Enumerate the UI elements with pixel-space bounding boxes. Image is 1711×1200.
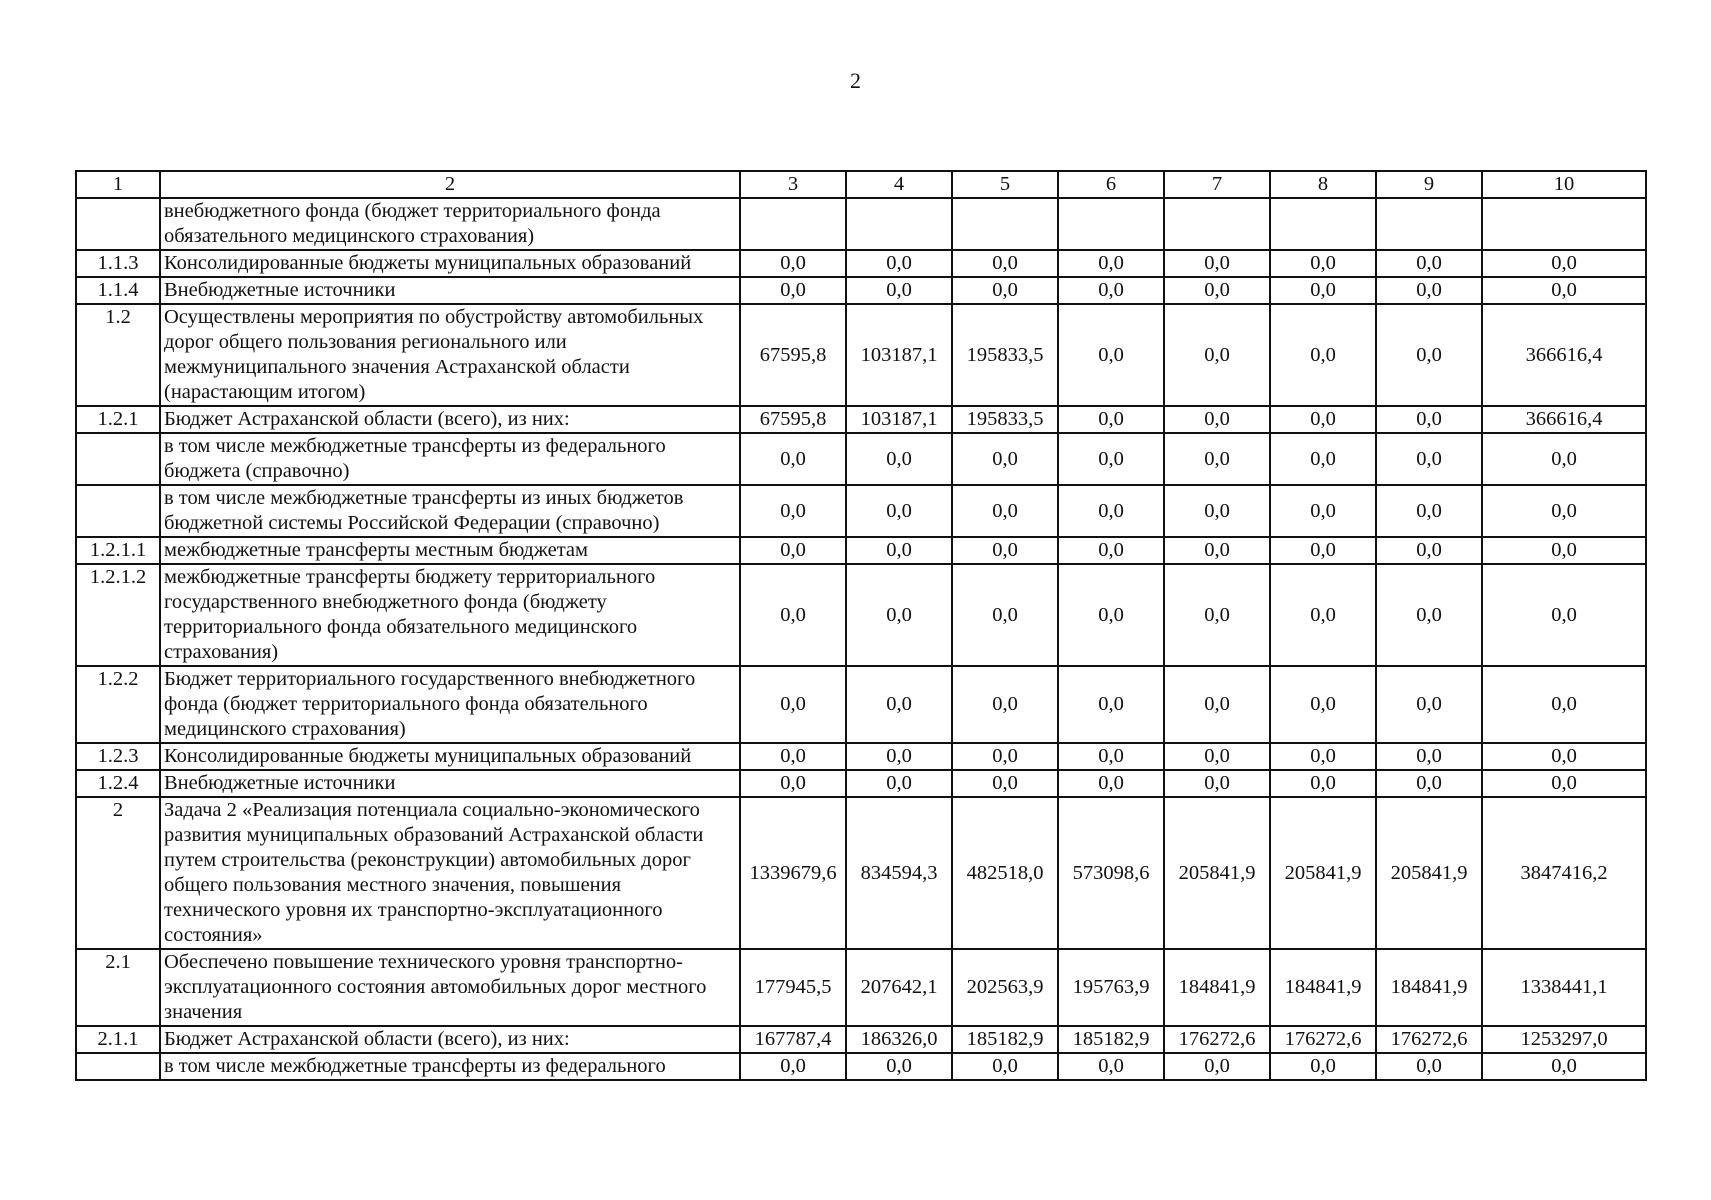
value-cell: 0,0 [740, 250, 846, 277]
value-cell: 0,0 [1164, 770, 1270, 797]
value-cell: 0,0 [1058, 743, 1164, 770]
value-cell: 0,0 [1376, 666, 1482, 743]
column-header: 4 [846, 171, 952, 198]
row-description: Задача 2 «Реализация потенциала социально-экономического развития муниципальных образований Астраханской области путем строительства (реконструкции) автомобильных дорог общего пользования местного значения, повышения технического уровня их транспортно-эксплуатационного состояния» [160, 797, 740, 949]
value-cell: 184841,9 [1376, 949, 1482, 1026]
value-cell [846, 198, 952, 250]
budget-table-container [75, 170, 1645, 1081]
column-header: 9 [1376, 171, 1482, 198]
row-number [76, 433, 160, 485]
value-cell: 0,0 [846, 770, 952, 797]
value-cell: 0,0 [846, 537, 952, 564]
row-number: 1.2.4 [76, 770, 160, 797]
value-cell: 0,0 [1164, 564, 1270, 666]
value-cell: 67595,8 [740, 406, 846, 433]
value-cell: 0,0 [952, 1053, 1058, 1080]
value-cell: 0,0 [1270, 666, 1376, 743]
column-number-row [76, 171, 1646, 198]
value-cell: 0,0 [1482, 433, 1646, 485]
value-cell: 0,0 [1482, 564, 1646, 666]
row-number [76, 485, 160, 537]
row-number: 1.2.1.2 [76, 564, 160, 666]
value-cell: 0,0 [952, 250, 1058, 277]
value-cell [740, 198, 846, 250]
table-row [76, 277, 1646, 304]
value-cell: 0,0 [1376, 304, 1482, 406]
value-cell: 0,0 [1482, 250, 1646, 277]
column-header: 5 [952, 171, 1058, 198]
value-cell: 67595,8 [740, 304, 846, 406]
table-row [76, 949, 1646, 1026]
value-cell: 0,0 [740, 666, 846, 743]
value-cell: 176272,6 [1164, 1026, 1270, 1053]
value-cell: 202563,9 [952, 949, 1058, 1026]
row-description: внебюджетного фонда (бюджет территориального фонда обязательного медицинского страхования) [160, 198, 740, 250]
row-description: Бюджет территориального государственного внебюджетного фонда (бюджет территориального фонда обязательного медицинского страхования) [160, 666, 740, 743]
value-cell: 0,0 [1270, 304, 1376, 406]
value-cell: 0,0 [1058, 433, 1164, 485]
value-cell: 184841,9 [1164, 949, 1270, 1026]
value-cell: 0,0 [1482, 770, 1646, 797]
row-number: 2 [76, 797, 160, 949]
value-cell: 0,0 [1270, 743, 1376, 770]
row-description: Бюджет Астраханской области (всего), из них: [160, 1026, 740, 1053]
row-description: межбюджетные трансферты бюджету территориального государственного внебюджетного фонда (бюджету территориального фонда обязательного медицинского страхования) [160, 564, 740, 666]
value-cell: 0,0 [952, 666, 1058, 743]
row-number: 2.1 [76, 949, 160, 1026]
value-cell: 185182,9 [1058, 1026, 1164, 1053]
row-description: Бюджет Астраханской области (всего), из них: [160, 406, 740, 433]
value-cell: 176272,6 [1376, 1026, 1482, 1053]
row-number: 2.1.1 [76, 1026, 160, 1053]
row-number [76, 1053, 160, 1080]
value-cell: 0,0 [846, 433, 952, 485]
value-cell: 184841,9 [1270, 949, 1376, 1026]
value-cell: 0,0 [1270, 770, 1376, 797]
row-number: 1.2 [76, 304, 160, 406]
column-header: 10 [1482, 171, 1646, 198]
value-cell: 0,0 [952, 770, 1058, 797]
value-cell: 0,0 [1482, 537, 1646, 564]
table-row [76, 666, 1646, 743]
value-cell: 0,0 [952, 433, 1058, 485]
table-row [76, 797, 1646, 949]
value-cell: 0,0 [1482, 1053, 1646, 1080]
table-row [76, 406, 1646, 433]
row-number: 1.2.1.1 [76, 537, 160, 564]
value-cell: 205841,9 [1164, 797, 1270, 949]
value-cell [1482, 198, 1646, 250]
value-cell: 0,0 [1376, 433, 1482, 485]
column-header: 6 [1058, 171, 1164, 198]
value-cell: 185182,9 [952, 1026, 1058, 1053]
column-header: 7 [1164, 171, 1270, 198]
row-description: Внебюджетные источники [160, 770, 740, 797]
value-cell: 0,0 [1482, 277, 1646, 304]
value-cell: 0,0 [1058, 277, 1164, 304]
table-row [76, 564, 1646, 666]
value-cell: 0,0 [1058, 666, 1164, 743]
row-description: в том числе межбюджетные трансферты из федерального бюджета (справочно) [160, 433, 740, 485]
row-number [76, 198, 160, 250]
value-cell: 0,0 [1058, 250, 1164, 277]
table-row [76, 537, 1646, 564]
value-cell: 1338441,1 [1482, 949, 1646, 1026]
value-cell: 103187,1 [846, 406, 952, 433]
value-cell: 0,0 [1270, 485, 1376, 537]
value-cell: 0,0 [1270, 250, 1376, 277]
value-cell: 0,0 [740, 485, 846, 537]
value-cell: 573098,6 [1058, 797, 1164, 949]
value-cell [952, 198, 1058, 250]
row-number: 1.2.2 [76, 666, 160, 743]
value-cell: 177945,5 [740, 949, 846, 1026]
value-cell [1164, 198, 1270, 250]
value-cell: 0,0 [740, 564, 846, 666]
value-cell: 0,0 [1482, 485, 1646, 537]
row-description: Осуществлены мероприятия по обустройству автомобильных дорог общего пользования регионального или межмуниципального значения Астраханской области (нарастающим итогом) [160, 304, 740, 406]
value-cell: 103187,1 [846, 304, 952, 406]
value-cell: 195833,5 [952, 304, 1058, 406]
value-cell: 0,0 [846, 743, 952, 770]
value-cell: 0,0 [740, 1053, 846, 1080]
value-cell: 0,0 [1270, 406, 1376, 433]
value-cell: 0,0 [846, 485, 952, 537]
value-cell: 366616,4 [1482, 304, 1646, 406]
row-description: Обеспечено повышение технического уровня транспортно-эксплуатационного состояния автомобильных дорог местного значения [160, 949, 740, 1026]
column-header: 1 [76, 171, 160, 198]
table-row [76, 1053, 1646, 1080]
value-cell: 0,0 [846, 250, 952, 277]
value-cell: 0,0 [952, 485, 1058, 537]
value-cell: 195833,5 [952, 406, 1058, 433]
page-number: 2 [850, 68, 861, 93]
value-cell: 0,0 [1164, 277, 1270, 304]
value-cell: 0,0 [1376, 770, 1482, 797]
value-cell: 195763,9 [1058, 949, 1164, 1026]
value-cell: 1253297,0 [1482, 1026, 1646, 1053]
value-cell: 0,0 [1376, 250, 1482, 277]
value-cell: 0,0 [1164, 485, 1270, 537]
value-cell: 482518,0 [952, 797, 1058, 949]
value-cell: 0,0 [1164, 1053, 1270, 1080]
value-cell: 0,0 [1270, 433, 1376, 485]
table-row [76, 304, 1646, 406]
value-cell: 0,0 [952, 564, 1058, 666]
value-cell: 207642,1 [846, 949, 952, 1026]
table-row [76, 485, 1646, 537]
value-cell: 176272,6 [1270, 1026, 1376, 1053]
table-row [76, 770, 1646, 797]
row-description: Консолидированные бюджеты муниципальных образований [160, 743, 740, 770]
value-cell: 0,0 [952, 277, 1058, 304]
value-cell: 0,0 [1164, 537, 1270, 564]
value-cell: 186326,0 [846, 1026, 952, 1053]
value-cell: 0,0 [1164, 406, 1270, 433]
row-description: Внебюджетные источники [160, 277, 740, 304]
value-cell: 0,0 [1482, 743, 1646, 770]
value-cell: 0,0 [1058, 406, 1164, 433]
value-cell: 0,0 [1376, 743, 1482, 770]
row-number: 1.1.3 [76, 250, 160, 277]
value-cell: 0,0 [1270, 277, 1376, 304]
value-cell: 0,0 [1164, 743, 1270, 770]
table-row [76, 1026, 1646, 1053]
value-cell: 0,0 [846, 277, 952, 304]
value-cell: 0,0 [1482, 666, 1646, 743]
budget-table [75, 170, 1647, 1081]
table-body [76, 171, 1646, 1080]
value-cell: 0,0 [740, 433, 846, 485]
table-row [76, 198, 1646, 250]
value-cell: 0,0 [1164, 304, 1270, 406]
value-cell: 0,0 [952, 743, 1058, 770]
value-cell: 0,0 [1376, 277, 1482, 304]
table-row [76, 743, 1646, 770]
value-cell: 0,0 [1164, 250, 1270, 277]
row-number: 1.2.3 [76, 743, 160, 770]
value-cell: 0,0 [1376, 564, 1482, 666]
value-cell: 0,0 [740, 743, 846, 770]
value-cell: 0,0 [1376, 537, 1482, 564]
row-number: 1.1.4 [76, 277, 160, 304]
value-cell [1270, 198, 1376, 250]
value-cell: 0,0 [1058, 564, 1164, 666]
value-cell: 0,0 [1376, 1053, 1482, 1080]
value-cell: 0,0 [1270, 537, 1376, 564]
value-cell: 0,0 [846, 564, 952, 666]
value-cell: 0,0 [846, 1053, 952, 1080]
value-cell: 0,0 [1376, 485, 1482, 537]
value-cell: 0,0 [1058, 1053, 1164, 1080]
value-cell: 167787,4 [740, 1026, 846, 1053]
value-cell: 0,0 [740, 770, 846, 797]
table-row [76, 250, 1646, 277]
value-cell: 0,0 [1058, 485, 1164, 537]
value-cell: 0,0 [740, 277, 846, 304]
value-cell: 0,0 [1164, 433, 1270, 485]
column-header: 3 [740, 171, 846, 198]
value-cell: 0,0 [1058, 770, 1164, 797]
value-cell: 366616,4 [1482, 406, 1646, 433]
value-cell: 205841,9 [1270, 797, 1376, 949]
value-cell: 0,0 [740, 537, 846, 564]
row-description: Консолидированные бюджеты муниципальных образований [160, 250, 740, 277]
column-header: 2 [160, 171, 740, 198]
row-description: в том числе межбюджетные трансферты из федерального [160, 1053, 740, 1080]
value-cell: 0,0 [1058, 537, 1164, 564]
value-cell: 205841,9 [1376, 797, 1482, 949]
value-cell: 0,0 [846, 666, 952, 743]
table-row [76, 433, 1646, 485]
row-description: в том числе межбюджетные трансферты из иных бюджетов бюджетной системы Российской Федерации (справочно) [160, 485, 740, 537]
row-description: межбюджетные трансферты местным бюджетам [160, 537, 740, 564]
value-cell: 0,0 [1270, 564, 1376, 666]
value-cell: 0,0 [1058, 304, 1164, 406]
value-cell: 0,0 [1270, 1053, 1376, 1080]
value-cell [1058, 198, 1164, 250]
value-cell: 834594,3 [846, 797, 952, 949]
value-cell: 0,0 [952, 537, 1058, 564]
value-cell [1376, 198, 1482, 250]
value-cell: 0,0 [1376, 406, 1482, 433]
value-cell: 1339679,6 [740, 797, 846, 949]
value-cell: 3847416,2 [1482, 797, 1646, 949]
row-number: 1.2.1 [76, 406, 160, 433]
column-header: 8 [1270, 171, 1376, 198]
value-cell: 0,0 [1164, 666, 1270, 743]
